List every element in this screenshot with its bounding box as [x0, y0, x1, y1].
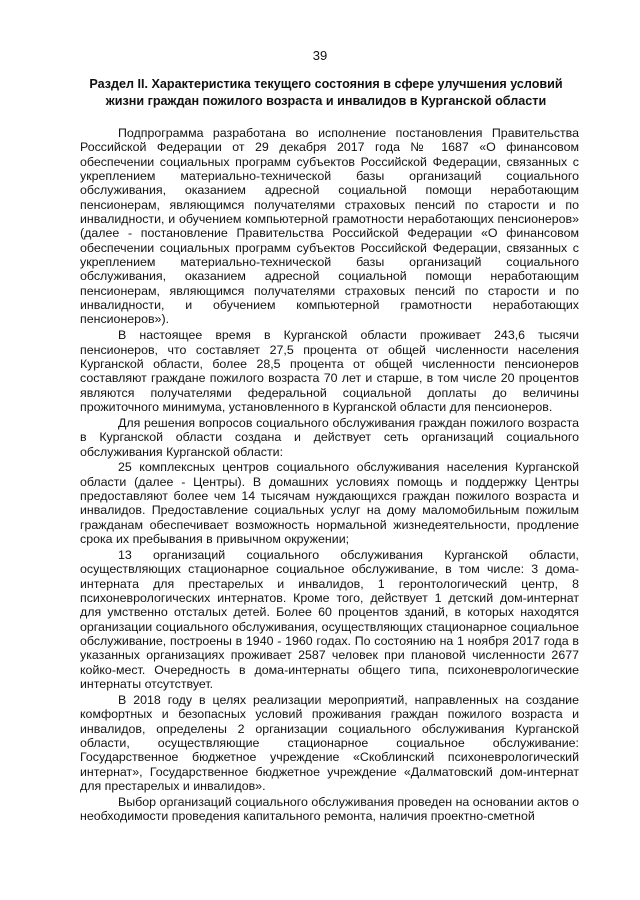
paragraph: Для решения вопросов социального обслуживания граждан пожилого возраста в Курганской области создана и действует сеть организаций социального обслуживания Курганской области: [80, 415, 579, 459]
paragraph: В 2018 году в целях реализации мероприятий, направленных на создание комфортных и безопасных условий проживания граждан пожилого возраста и инвалидов, определены 2 организации социального обслуживания Курганской области, осуществляющие стационарное социальное обслуживание: Государственное бюджетное учреждение «Скоблинский психоневрологический интернат», Государственное бюджетное учреждение «Далматовский дом-интернат для престарелых и инвалидов». [80, 692, 579, 793]
paragraph: Подпрограмма разработана во исполнение постановления Правительства Российской Федерации от 29 декабря 2017 года № 1687 «О финансовом обеспечении социальных программ субъектов Российской Федерации, связанных с укреплением материально-технической базы организаций социального обслуживания, оказанием адресной социальной помощи неработающим пенсионерам, являющимся получателями страховых пенсий по старости и по инвалидности, и обучением компьютерной грамотности неработающих пенсионеров» (далее - постановление Правительства Российской Федерации «О финансовом обеспечении социальных программ субъектов Российской Федерации, связанных с укреплением материально-технической базы организаций социального обслуживания, оказанием адресной социальной помощи неработающим пенсионерам, являющимся получателями страховых пенсий по старости и по инвалидности, и обучением компьютерной грамотности неработающих пенсионеров»). [80, 126, 579, 327]
page-number: 39 [312, 48, 328, 63]
paragraph: Выбор организаций социального обслуживания проведен на основании актов о необходимости проведения капитального ремонта, наличия проектно-сметной [80, 794, 579, 824]
paragraph: 25 комплексных центров социального обслуживания населения Курганской области (далее - Центры). В домашних условиях помощь и поддержку Центры предоставляют более чем 14 тысячам нуждающихся граждан пожилого возраста и инвалидов. Предоставление социальных услуг на дому маломобильным пожилым гражданам обеспечивает возможность нормальной жизнедеятельности, продление срока их пребывания в привычном окружении; [80, 460, 579, 547]
paragraph: 13 организаций социального обслуживания Курганской области, осуществляющих стационарное социальное обслуживание, в том числе: 3 дома-интерната для престарелых и инвалидов, 1 геронтологический центр, 8 психоневрологических интернатов. Кроме того, действует 1 детский дом-интернат для умственно отсталых детей. Более 60 процентов зданий, в которых находятся организации социального обслуживания, осуществляющих стационарное социальное обслуживание, построены в 1940 - 1960 годах. По состоянию на 1 ноября 2017 года в указанных организациях проживает 2587 человек при плановой численности 2677 койко-мест. Очередность в дома-интернаты общего типа, психоневрологические интернаты отсутствует. [80, 547, 579, 692]
paragraph: В настоящее время в Курганской области проживает 243,6 тысячи пенсионеров, что составляет 27,5 процента от общей численности населения Курганской области, более 28,5 процента от общей численности пенсионеров составляют граждане пожилого возраста 70 лет и старше, в том числе 20 процентов являются получателями федеральной социальной доплаты до величины прожиточного минимума, установленного в Курганской области для пенсионеров. [80, 328, 579, 415]
section-title: Раздел II. Характеристика текущего состояния в сфере улучшения условий жизни граждан пожилого возраста и инвалидов в Курганской области [89, 77, 563, 108]
body-text [80, 126, 579, 825]
